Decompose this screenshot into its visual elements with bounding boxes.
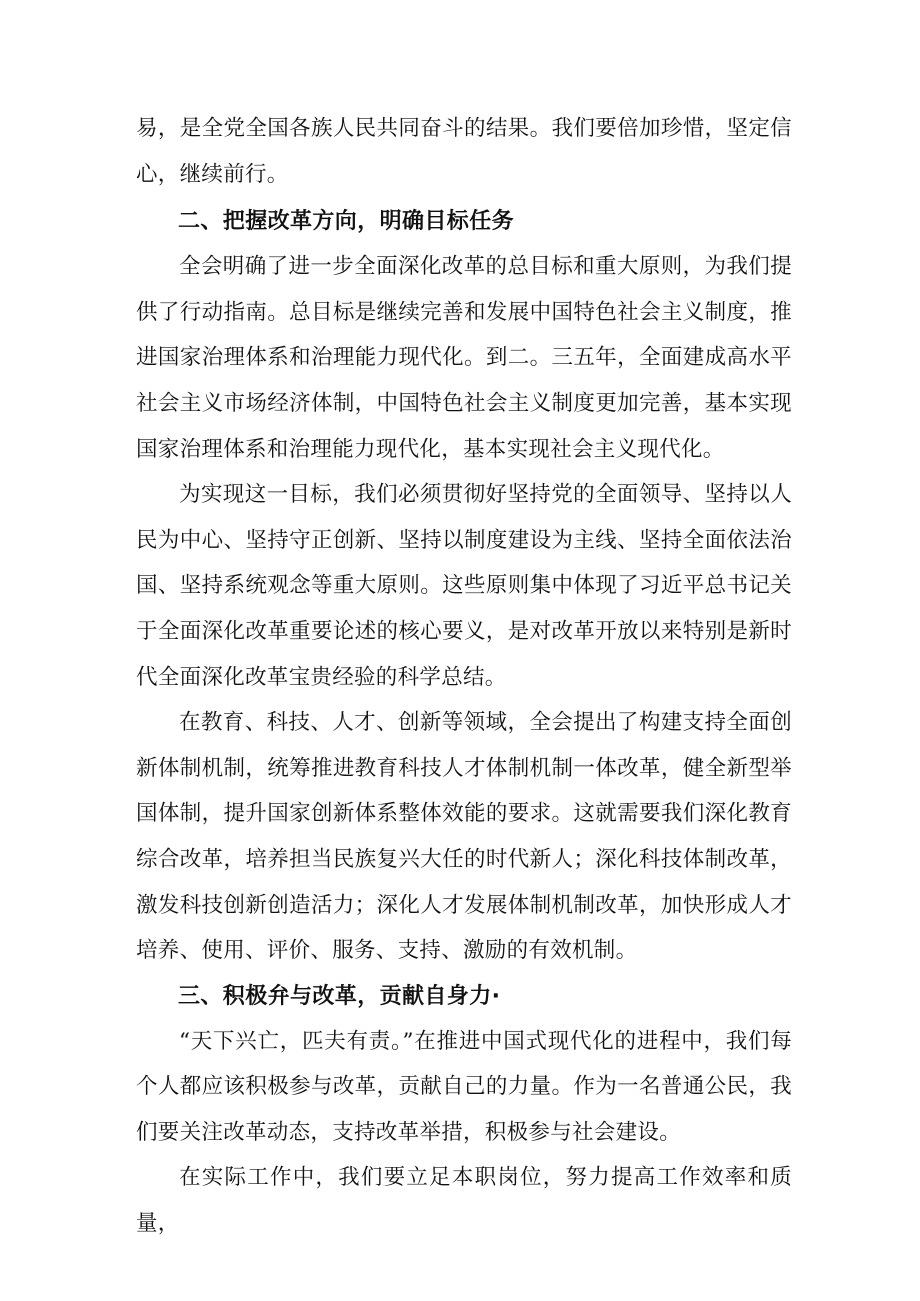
paragraph-work: 在实际工作中，我们要立足本职岗位，努力提高工作效率和质量， [136,1165,792,1237]
section-heading-three: 三、积极弁与改革，贡献自身力· [178,983,501,1009]
paragraph-principles: 为实现这一目标，我们必须贯彻好坚持党的全面领导、坚持以人民为中心、坚持守正创新、坚持以制度建设为主线、坚持全面依法治国、坚持系统观念等重大原则。这些原则集中体现了习近平总书记关于全面深化改革重要论述的核心要义，是对改革开放以来特别是新时代全面深化改革宝贵经验的科学总结。 [136,482,792,690]
document-body [136,106,792,1247]
section-heading-two: 二、把握改革方向，明确目标任务 [178,209,515,235]
paragraph-continuation: 易，是全党全国各族人民共同奋斗的结果。我们要倍加珍惜，坚定信心，继续前行。 [136,116,792,187]
paragraph-goal: 全会明确了进一步全面深化改革的总目标和重大原则，为我们提供了行动指南。总目标是继续完善和发展中国特色社会主义制度，推进国家治理体系和治理能力现代化。到二。三五年，全面建成高水平社会主义市场经济体制，中国特色社会主义制度更加完善，基本实现国家治理体系和治理能力现代化，基本实现社会主义现代化。 [136,254,792,462]
paragraph-participation: “天下兴亡，匹夫有责。”在推进中国式现代化的进程中，我们每个人都应该积极参与改革，贡献自己的力量。作为一名普通公民，我们要关注改革动态，支持改革举措，积极参与社会建设。 [136,1028,792,1145]
paragraph-education-tech: 在教育、科技、人才、创新等领域，全会提出了构建支持全面创新体制机制，统筹推进教育科技人才体制机制一体改革，健全新型举国体制，提升国家创新体系整体效能的要求。这就需要我们深化教育综合改革，培养担当民族复兴大任的时代新人；深化科技体制改革，激发科技创新创造活力；深化人才发展体制机制改革，加快形成人才培养、使用、评价、服务、支持、激励的有效机制。 [136,710,792,964]
